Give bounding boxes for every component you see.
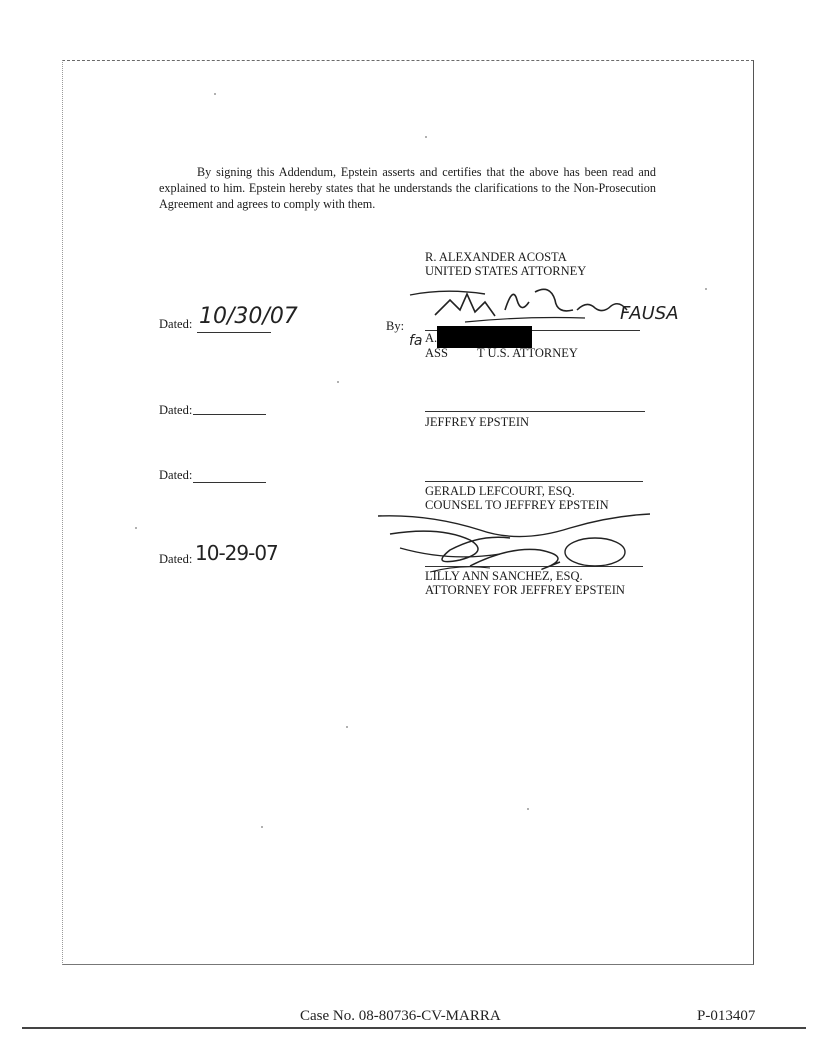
initials-mark: fa: [409, 333, 423, 349]
handwritten-date-4: 10-29-07: [195, 541, 278, 565]
page-id: P-013407: [697, 1008, 756, 1024]
case-number: Case No. 08-80736-CV-MARRA: [300, 1008, 501, 1024]
acosta-name: R. ALEXANDER ACOSTA: [425, 250, 567, 264]
by-label: By:: [386, 319, 405, 333]
date-line-2: [193, 414, 266, 415]
lefcourt-signature-line: [425, 481, 643, 482]
date-label-3: Dated:: [159, 468, 193, 482]
ausa-title: T U.S. ATTORNEY: [477, 346, 578, 360]
footer-rule: [22, 1027, 806, 1029]
scan-speck: [346, 726, 348, 728]
epstein-signature-line: [425, 411, 645, 412]
date-label-1: Dated:: [159, 317, 193, 331]
addendum-certification-paragraph: By signing this Addendum, Epstein asserts and certifies that the above has been read and explained to him. Epstein hereby states that he understands the clarifications to the Non-Prosecution Agreement and agrees to comply with them.: [159, 165, 656, 211]
scan-speck: [135, 527, 137, 529]
handwritten-date-1: 10/30/07: [199, 304, 298, 329]
scan-speck: [705, 288, 707, 290]
scan-speck: [214, 93, 216, 95]
scan-speck: [527, 808, 529, 810]
sanchez-title: ATTORNEY FOR JEFFREY EPSTEIN: [425, 583, 625, 597]
date-label-4: Dated:: [159, 552, 193, 566]
lefcourt-title: COUNSEL TO JEFFREY EPSTEIN: [425, 498, 609, 512]
scan-speck: [425, 136, 427, 138]
ausa-name-partial: A.: [425, 331, 438, 345]
fausa-annotation: FAUSA: [620, 303, 679, 324]
epstein-name: JEFFREY EPSTEIN: [425, 415, 530, 429]
scan-speck: [261, 826, 263, 828]
redaction-bar: [437, 326, 532, 348]
date-label-2: Dated:: [159, 403, 193, 417]
date-line-1: [197, 332, 271, 333]
acosta-title: UNITED STATES ATTORNEY: [425, 264, 587, 278]
ausa-title-fragment: ASS: [425, 346, 448, 360]
lefcourt-name: GERALD LEFCOURT, ESQ.: [425, 484, 575, 498]
date-line-3: [193, 482, 266, 483]
scan-speck: [337, 381, 339, 383]
sanchez-name: LILLY ANN SANCHEZ, ESQ.: [425, 569, 583, 583]
